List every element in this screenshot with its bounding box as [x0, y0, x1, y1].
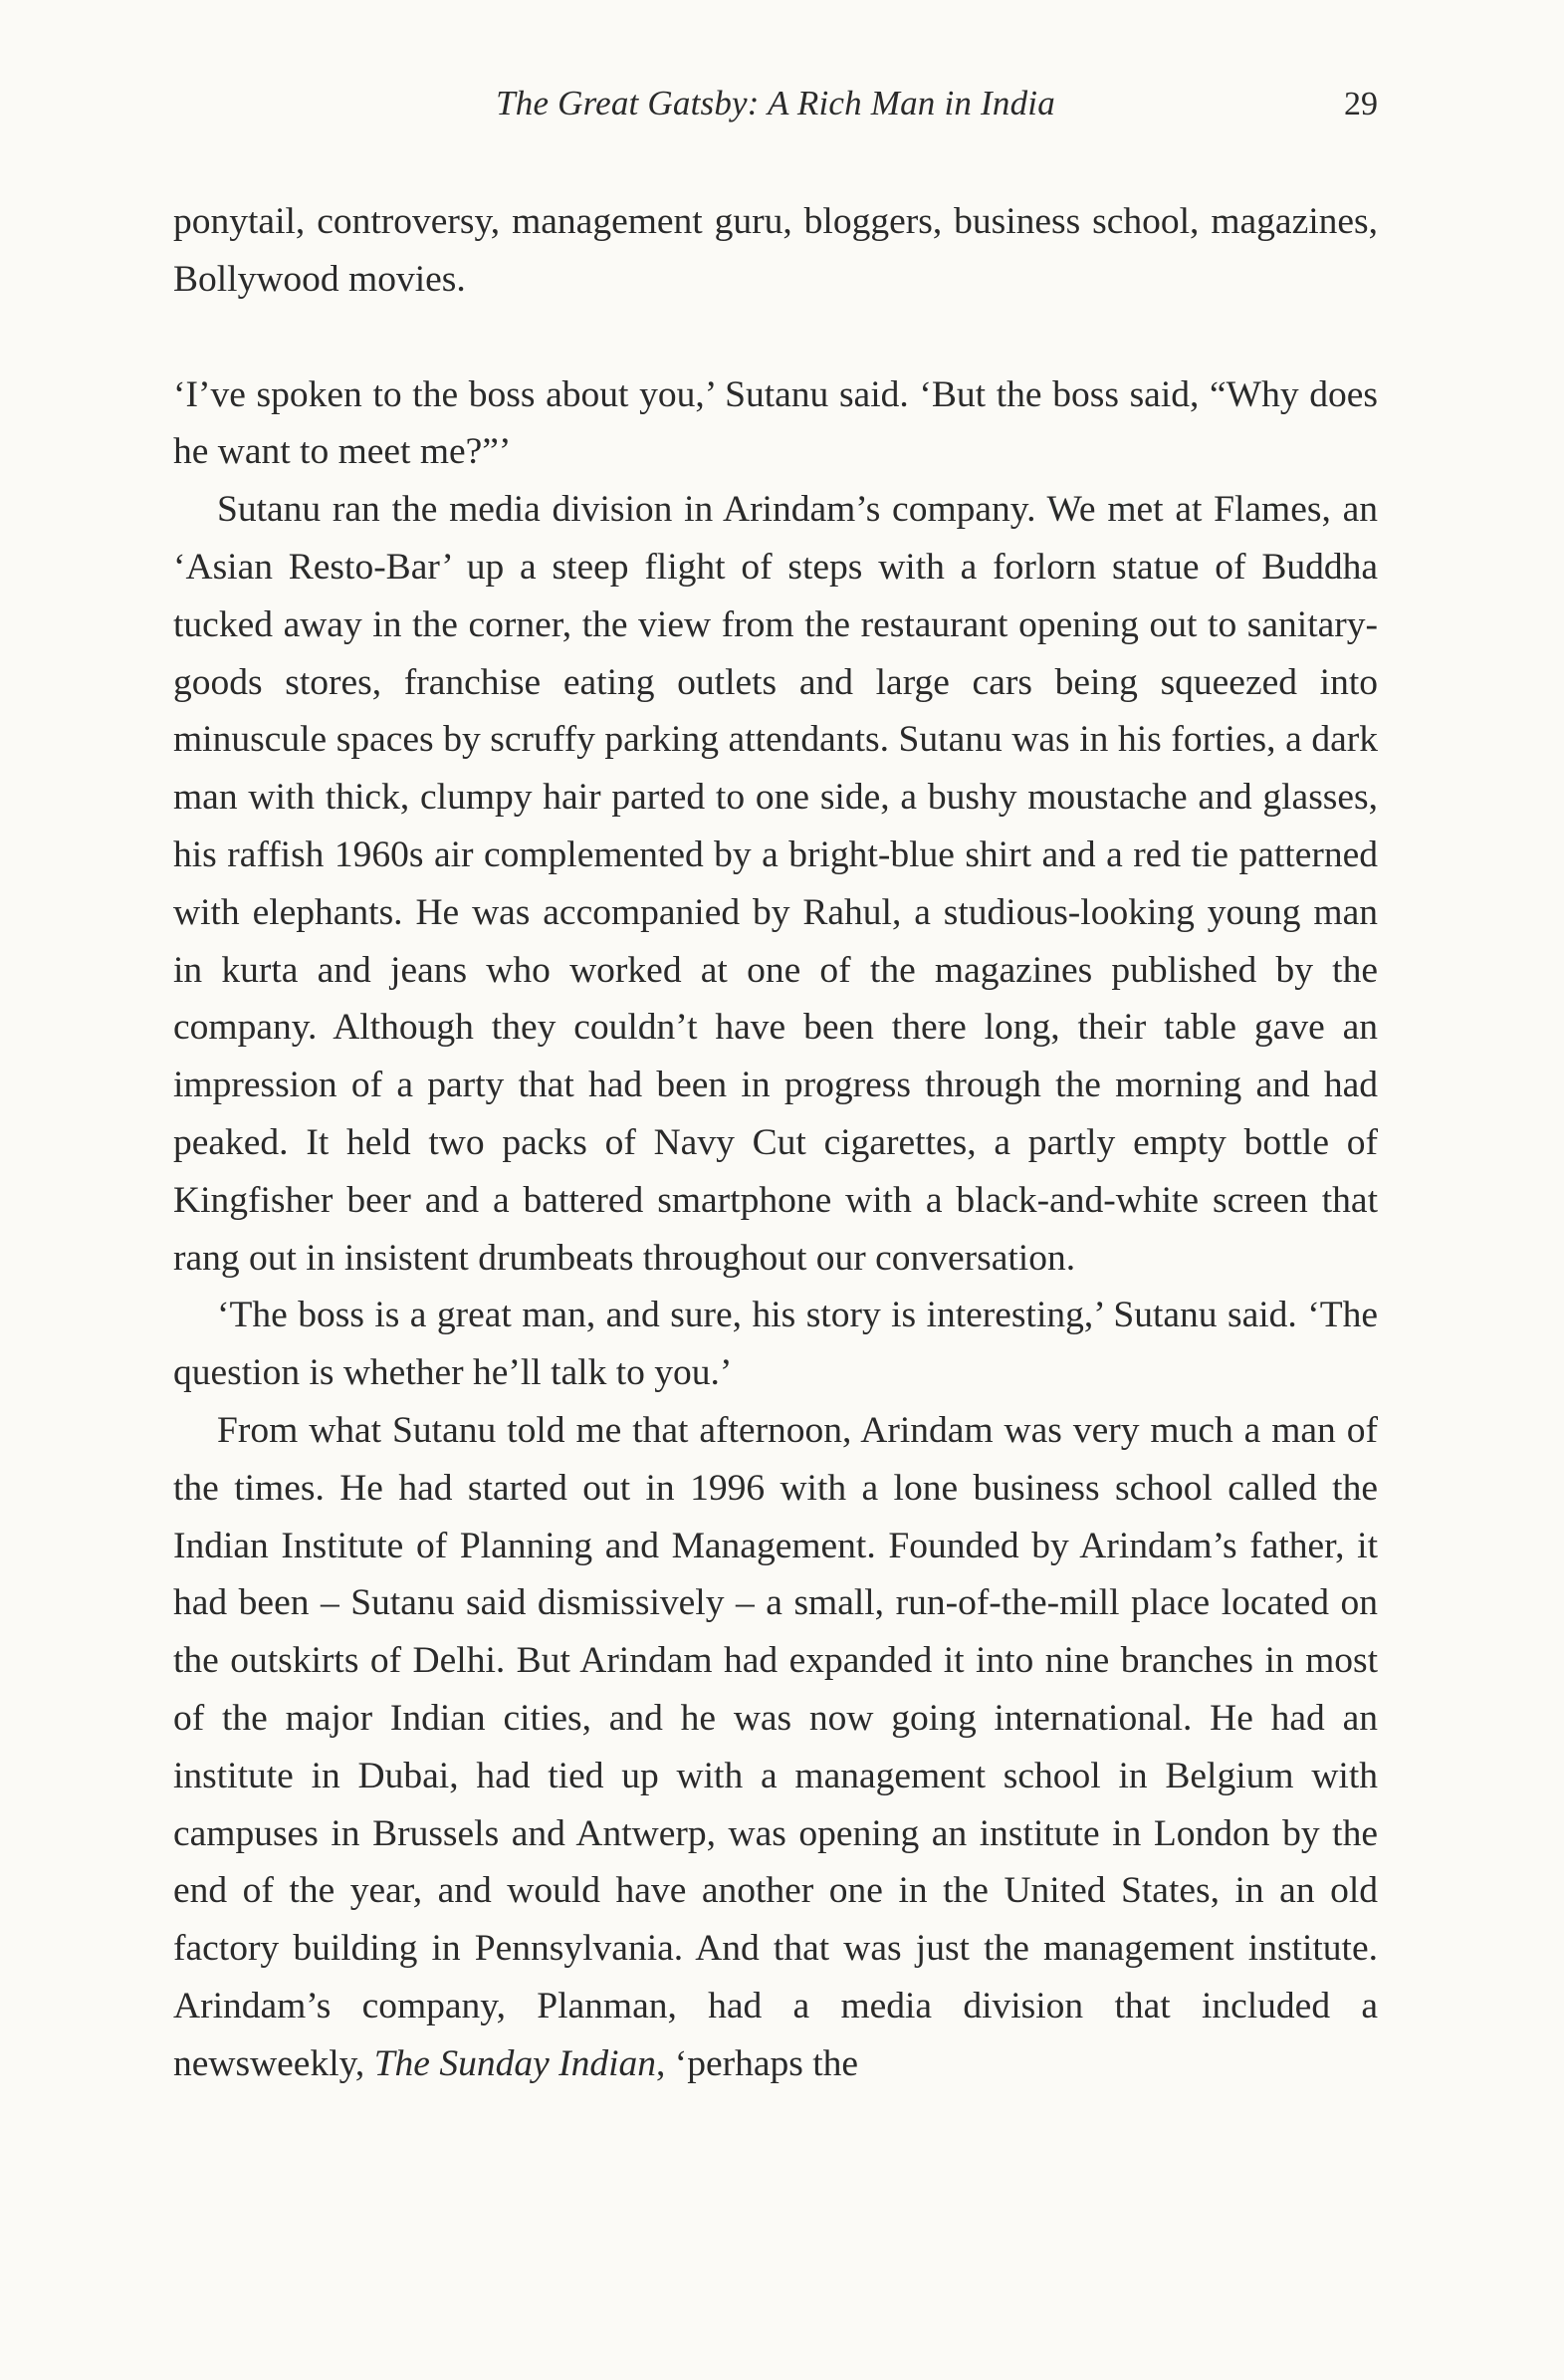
paragraph-5 [173, 1402, 1378, 2093]
paragraph-5-text: From what Sutanu told me that afternoon, Arindam was very much a man of the times. He had started out in 1996 with a lone business school called the Indian Institute of Planning and Management. Founded by Arindam’s father, it had been – Sutanu said dismissively – a small, run-of-the-mill place located on the outskirts of Delhi. But Arindam had expanded it into nine branches in most of the major Indian cities, and he was now going international. He had an institute in Dubai, had tied up with a management school in Belgium with campuses in Brussels and Antwerp, was opening an institute in London by the end of the year, and would have another one in the United States, in an old factory building in Pennsylvania. And that was just the management institute. Arindam’s company, Planman, had a media division that included a newsweekly, [173, 1409, 1378, 2084]
paragraph-1: ponytail, controversy, management guru, bloggers, business school, magazines, Bollywood movies. [173, 201, 1378, 300]
magazine-title: The Sunday Indian [373, 2042, 656, 2084]
running-title: The Great Gatsby: A Rich Man in India [496, 84, 1055, 122]
page-header [173, 80, 1378, 139]
paragraph-5-continuation: , ‘perhaps the [656, 2042, 859, 2084]
paragraph-2: ‘I’ve spoken to the boss about you,’ Sutanu said. ‘But the boss said, “Why does he want to meet me?”’ [173, 373, 1378, 473]
paragraph-3: Sutanu ran the media division in Arindam’s company. We met at Flames, an ‘Asian Resto-Bar’ up a steep flight of steps with a forlorn statue of Buddha tucked away in the corner, the view from the restaurant opening out to sanitary-goods stores, franchise eating outlets and large cars being squeezed into minuscule spaces by scruffy parking attendants. Sutanu was in his forties, a dark man with thick, clumpy hair parted to one side, a bushy moustache and glasses, his raffish 1960s air complemented by a bright-blue shirt and a red tie patterned with elephants. He was accompanied by Rahul, a studious-looking young man in kurta and jeans who worked at one of the magazines published by the company. Although they couldn’t have been there long, their table gave an impression of a party that had been in progress through the morning and had peaked. It held two packs of Navy Cut cigarettes, a partly empty bottle of Kingfisher beer and a battered smartphone with a black-and-white screen that rang out in insistent drumbeats throughout our conversation. [173, 489, 1378, 1279]
book-page [173, 80, 1378, 2330]
paragraph-4: ‘The boss is a great man, and sure, his story is interesting,’ Sutanu said. ‘The question is whether he’ll talk to you.’ [173, 1295, 1378, 1394]
page-number: 29 [1344, 86, 1378, 122]
body-text [173, 193, 1378, 2093]
